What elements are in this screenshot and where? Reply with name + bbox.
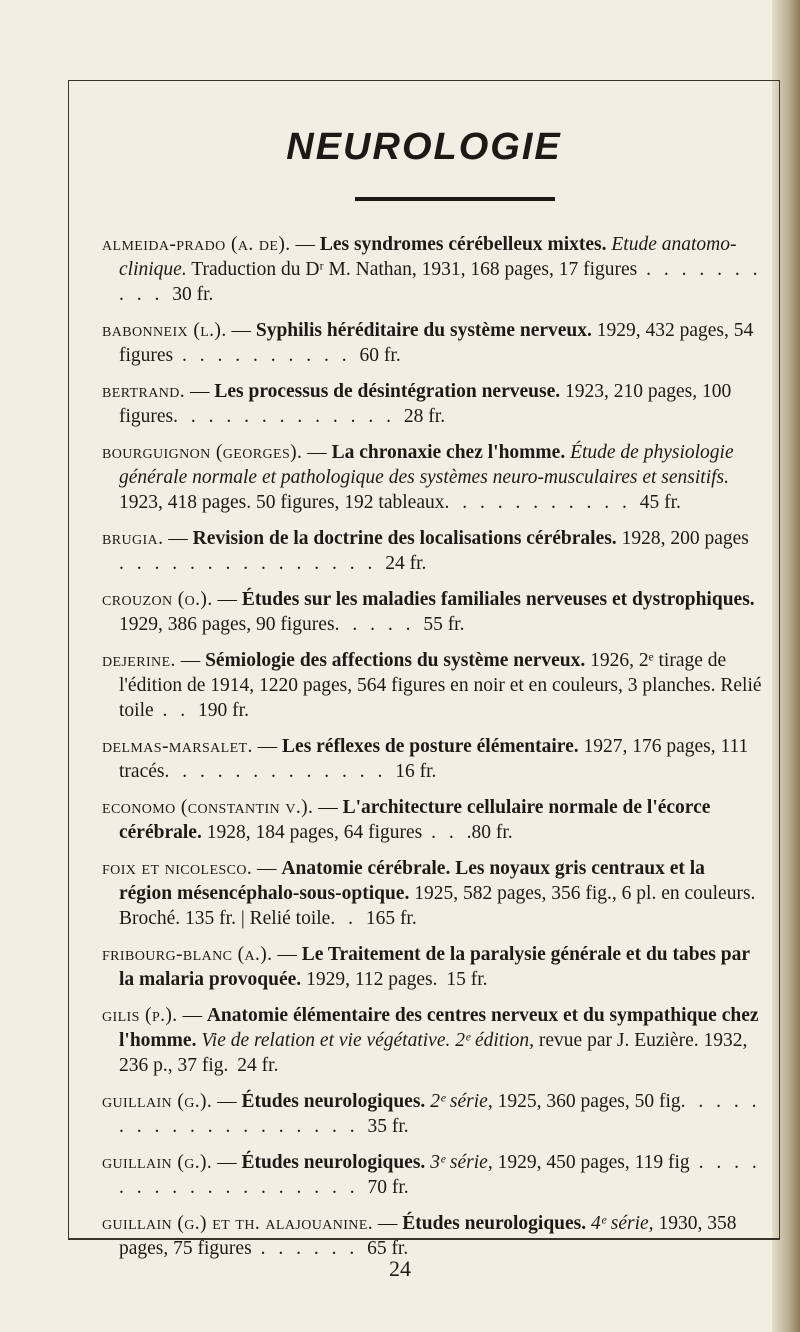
entry-leader-dots: . . . . . . . . . . . . . . . . . . <box>119 1152 761 1198</box>
entry-title: Études sur les maladies familiales nerveuses et dystrophiques. <box>241 589 755 610</box>
entry-dash: — <box>212 589 242 610</box>
catalog-entry <box>102 440 762 515</box>
entry-details: 1923, 418 pages. 50 figures, 192 tableaux <box>119 492 445 513</box>
entry-italic: 3ᵉ série, <box>425 1152 493 1173</box>
entry-leader-dots: . . <box>422 822 467 843</box>
entry-leader-dots: . . <box>153 700 199 721</box>
entry-title: Sémiologie des affections du système nerveux. <box>205 650 586 671</box>
entry-details: 1925, 582 pages, 356 fig., 6 pl. en couleurs. Broché. 135 fr. | Relié toile <box>119 883 756 929</box>
entry-author: almeida-prado (a. de). <box>102 234 291 255</box>
entry-leader-dots: . . . . . . . . . . . . . <box>164 761 396 782</box>
entry-price: 190 fr. <box>198 700 249 721</box>
entry-italic: Étude de physiologie générale normale et pathologique des systèmes neuro-musculaires et sensitifs. <box>119 442 734 488</box>
entry-dash: — <box>163 528 193 549</box>
entry-leader-dots <box>228 1055 237 1076</box>
entry-author: guillain (g.). <box>102 1091 213 1112</box>
entry-leader-dots: . . . . . . <box>251 1238 368 1259</box>
entry-price: .80 fr. <box>466 822 513 843</box>
entry-price: 45 fr. <box>639 492 681 513</box>
entry-details: 1927, 176 pages, 111 tracés <box>119 736 749 782</box>
entry-price: 15 fr. <box>446 969 488 990</box>
entry-dash: — <box>212 1091 242 1112</box>
entry-author: babonneix (l.). <box>102 320 227 341</box>
entry-author: bertrand. <box>102 381 186 402</box>
entry-italic: 4ᵉ série, <box>586 1213 654 1234</box>
entry-title: L'architecture cellulaire normale de l'écorce cérébrale. <box>119 797 711 843</box>
entry-leader-dots: . . . . . . . . . . . . . <box>173 406 404 427</box>
title-rule <box>355 197 555 201</box>
entry-leader-dots: . . . . . . . . . . . <box>444 492 640 513</box>
catalog-entry <box>102 734 762 784</box>
entry-title: Études neurologiques. <box>241 1152 426 1173</box>
entry-dash: — <box>272 944 302 965</box>
entry-price: 24 fr. <box>237 1055 279 1076</box>
entry-details: 1928, 200 pages <box>616 528 749 549</box>
entry-leader-dots: . . . . . . . . . . . . . . . <box>119 553 386 574</box>
entry-details: 1925, 360 pages, 50 fig <box>492 1091 681 1112</box>
catalog-entry <box>102 856 762 931</box>
entry-italic: Etude anatomo-clinique. <box>119 234 737 280</box>
entry-leader-dots: . . . . . . . . . . <box>173 345 360 366</box>
entry-title: Syphilis héréditaire du système nerveux. <box>255 320 592 341</box>
entry-dash: — <box>226 320 256 341</box>
entry-price: 65 fr. <box>367 1238 409 1259</box>
catalog-entry <box>102 1003 762 1078</box>
entry-leader-dots: . . . . . . . . . . <box>119 259 762 305</box>
page-title: NEUROLOGIE <box>286 126 562 168</box>
entry-italic: Vie de relation et vie végétative. 2ᵉ édition, <box>196 1030 535 1051</box>
entry-author: brugia. <box>102 528 164 549</box>
entry-details: 1926, 2ᵉ tirage de l'édition de 1914, 1220 pages, 564 figures en noir et en couleurs, 3 planches. Relié toile <box>119 650 762 721</box>
entry-details: 1929, 112 pages. <box>301 969 438 990</box>
entry-dash: — <box>212 1152 242 1173</box>
entry-title: Le Traitement de la paralysie générale et du tabes par la malaria provoquée. <box>119 944 750 990</box>
catalog-entry <box>102 379 762 429</box>
entry-details: 1929, 432 pages, 54 figures <box>119 320 754 366</box>
entry-price: 35 fr. <box>367 1116 409 1137</box>
catalog-entry <box>102 795 762 845</box>
entry-details: 1930, 358 pages, 75 figures <box>119 1213 737 1259</box>
entry-author: crouzon (o.). <box>102 589 213 610</box>
entry-dash: — <box>313 797 343 818</box>
entry-italic: 2ᵉ série, <box>425 1091 493 1112</box>
entry-price: 70 fr. <box>367 1177 409 1198</box>
catalog-entry <box>102 318 762 368</box>
entry-details: 1923, 210 pages, 100 figures <box>119 381 732 427</box>
entry-author: guillain (g.) et th. alajouanine. <box>102 1213 374 1234</box>
catalog-entry <box>102 587 762 637</box>
catalog-entry <box>102 1089 762 1139</box>
entry-dash: — <box>177 1005 207 1026</box>
entry-price: 16 fr. <box>395 761 437 782</box>
entry-title: Études neurologiques. <box>241 1091 426 1112</box>
entry-dash: — <box>175 650 206 671</box>
entry-details: 1929, 386 pages, 90 figures <box>119 614 335 635</box>
entry-details: revue par J. Euzière. 1932, 236 p., 37 fig. <box>119 1030 748 1076</box>
entry-dash: — <box>373 1213 403 1234</box>
entry-author: foix et nicolesco. <box>102 858 253 879</box>
catalog-entry <box>102 1150 762 1200</box>
entry-title: La chronaxie chez l'homme. <box>331 442 566 463</box>
entry-author: guillain (g.). <box>102 1152 213 1173</box>
entry-dash: — <box>252 858 282 879</box>
catalog-entry <box>102 232 762 307</box>
entry-title: Les syndromes cérébelleux mixtes. <box>319 234 607 255</box>
entry-details: 1928, 184 pages, 64 figures <box>201 822 423 843</box>
entry-leader-dots: . . . . . <box>334 614 424 635</box>
entry-price: 60 fr. <box>359 345 401 366</box>
entry-author: dejerine. <box>102 650 176 671</box>
entry-leader-dots: . . . . . . . . . . . . . . . . . . . <box>119 1091 761 1137</box>
entry-price: 55 fr. <box>423 614 465 635</box>
catalog-entry <box>102 526 762 576</box>
entry-details: Traduction du Dʳ M. Nathan, 1931, 168 pages, 17 figures <box>186 259 638 280</box>
entry-author: economo (constantin v.). <box>102 797 314 818</box>
entry-title: Les réflexes de posture élémentaire. <box>282 736 579 757</box>
entry-title: Revision de la doctrine des localisations cérébrales. <box>192 528 617 549</box>
entry-dash: — <box>252 736 283 757</box>
entry-leader-dots: . . <box>330 908 366 929</box>
entry-author: delmas-marsalet. <box>102 736 253 757</box>
entry-price: 24 fr. <box>385 553 427 574</box>
entry-title: Les processus de désintégration nerveuse. <box>214 381 561 402</box>
entry-title: Anatomie élémentaire des centres nerveux et du sympathique chez l'homme. <box>119 1005 759 1051</box>
entry-author: bourguignon (georges). <box>102 442 303 463</box>
catalog-entries <box>102 232 762 1272</box>
entry-price: 30 fr. <box>172 284 214 305</box>
entry-details: 1929, 450 pages, 119 fig <box>492 1152 690 1173</box>
entry-dash: — <box>302 442 332 463</box>
entry-author: gilis (p.). <box>102 1005 178 1026</box>
entry-dash: — <box>185 381 215 402</box>
entry-price: 28 fr. <box>403 406 446 427</box>
entry-author: fribourg-blanc (a.). <box>102 944 273 965</box>
entry-title: Anatomie cérébrale. Les noyaux gris centraux et la région mésencéphalo-sous-optique. <box>119 858 705 904</box>
entry-dash: — <box>290 234 320 255</box>
entry-price: 165 fr. <box>365 908 417 929</box>
page-number: 24 <box>389 1256 411 1281</box>
catalog-entry <box>102 1211 762 1261</box>
entry-title: Études neurologiques. <box>402 1213 587 1234</box>
catalog-entry <box>102 648 762 723</box>
catalog-entry <box>102 942 762 992</box>
